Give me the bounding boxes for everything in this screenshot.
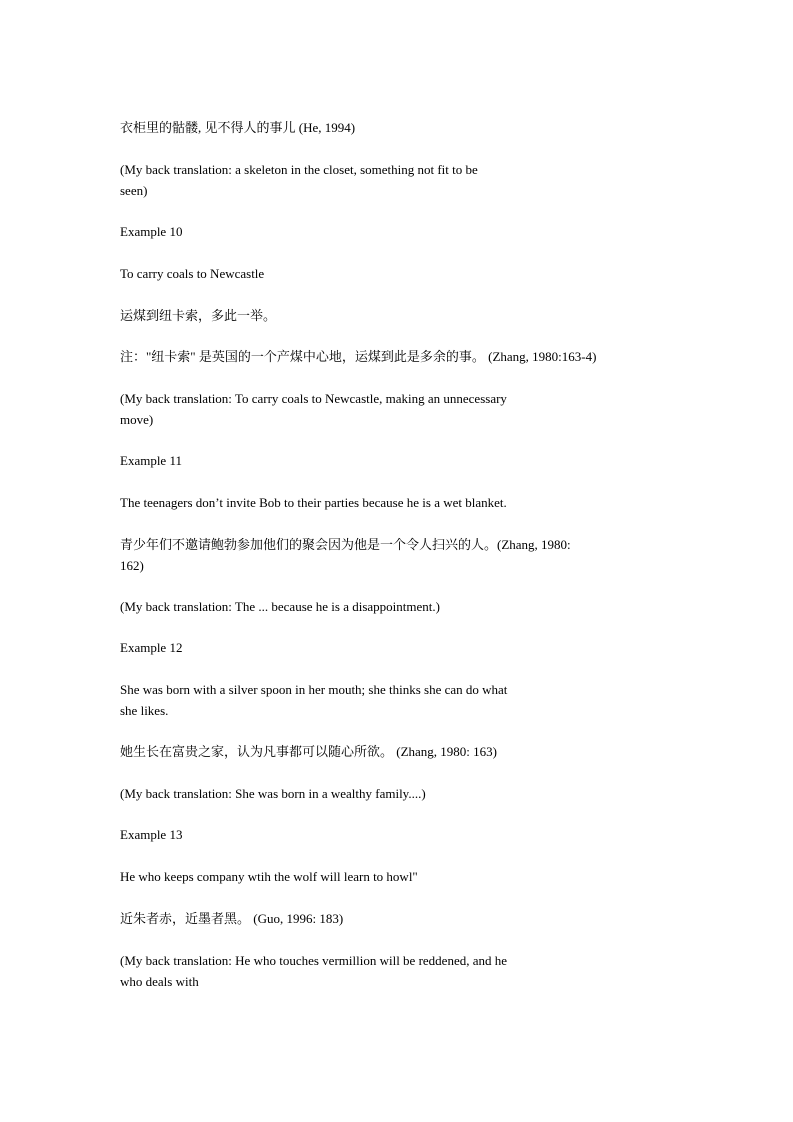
- paragraph-example-12-english: [120, 679, 507, 721]
- paragraph-example-13-chinese: [120, 908, 343, 929]
- text-line: (My back translation: a skeleton in the closet, something not fit to be: [120, 162, 478, 177]
- text-line: The teenagers don’t invite Bob to their parties because he is a wet blanket.: [120, 495, 507, 510]
- paragraph-back-translation-13: [120, 950, 507, 992]
- paragraph-example-11-english: [120, 492, 507, 513]
- text-line: 她生长在富贵之家，认为凡事都可以随心所欲。 (Zhang, 1980: 163): [120, 744, 497, 759]
- text-line: (My back translation: He who touches vermillion will be reddened, and he: [120, 953, 508, 968]
- example-heading-13: [120, 824, 182, 845]
- text-line: He who keeps company wtih the wolf will learn to howl": [120, 869, 418, 884]
- text-line: (My back translation: She was born in a wealthy family....): [120, 786, 426, 801]
- paragraph-back-translation-1: [120, 159, 478, 201]
- text-line: Example 10: [120, 224, 183, 239]
- paragraph-example-12-chinese: [120, 741, 497, 762]
- text-line: 注："纽卡索" 是英国的一个产煤中心地，运煤到此是多余的事。 (Zhang, 1980:163-4): [120, 349, 597, 364]
- text-line: She was born with a silver spoon in her mouth; she thinks she can do what: [120, 682, 508, 697]
- paragraph-back-translation-12: [120, 783, 426, 804]
- paragraph-example-10-note: [120, 346, 596, 367]
- text-line: Example 11: [120, 453, 182, 468]
- text-line: 衣柜里的骷髅, 见不得人的事儿 (He, 1994): [120, 120, 356, 135]
- text-line: Example 12: [120, 640, 183, 655]
- text-line: To carry coals to Newcastle: [120, 266, 265, 281]
- text-line: 青少年们不邀请鲍勃参加他们的聚会因为他是一个令人扫兴的人。(Zhang, 1980:: [120, 537, 571, 552]
- paragraph-example-10-chinese: [120, 305, 276, 326]
- paragraph-example-10-english: [120, 263, 264, 284]
- example-heading-12: [120, 637, 182, 658]
- text-line: Example 13: [120, 827, 183, 842]
- paragraph-back-translation-10: [120, 388, 507, 430]
- paragraph-example-13-english: [120, 866, 418, 887]
- text-line: who deals with: [120, 974, 199, 989]
- text-line: 近朱者赤，近墨者黑。 (Guo, 1996: 183): [120, 911, 344, 926]
- text-line: (My back translation: The ... because he is a disappointment.): [120, 599, 440, 614]
- paragraph-source-chinese-1: [120, 117, 355, 138]
- text-line: 运煤到纽卡索，多此一举。: [120, 308, 277, 323]
- text-line: 162): [120, 558, 144, 573]
- text-line: (My back translation: To carry coals to Newcastle, making an unnecessary: [120, 391, 507, 406]
- example-heading-10: [120, 221, 182, 242]
- example-heading-11: [120, 450, 182, 471]
- text-line: seen): [120, 183, 148, 198]
- text-line: she likes.: [120, 703, 169, 718]
- paragraph-back-translation-11: [120, 596, 440, 617]
- paragraph-example-11-chinese: [120, 534, 571, 576]
- text-line: move): [120, 412, 154, 427]
